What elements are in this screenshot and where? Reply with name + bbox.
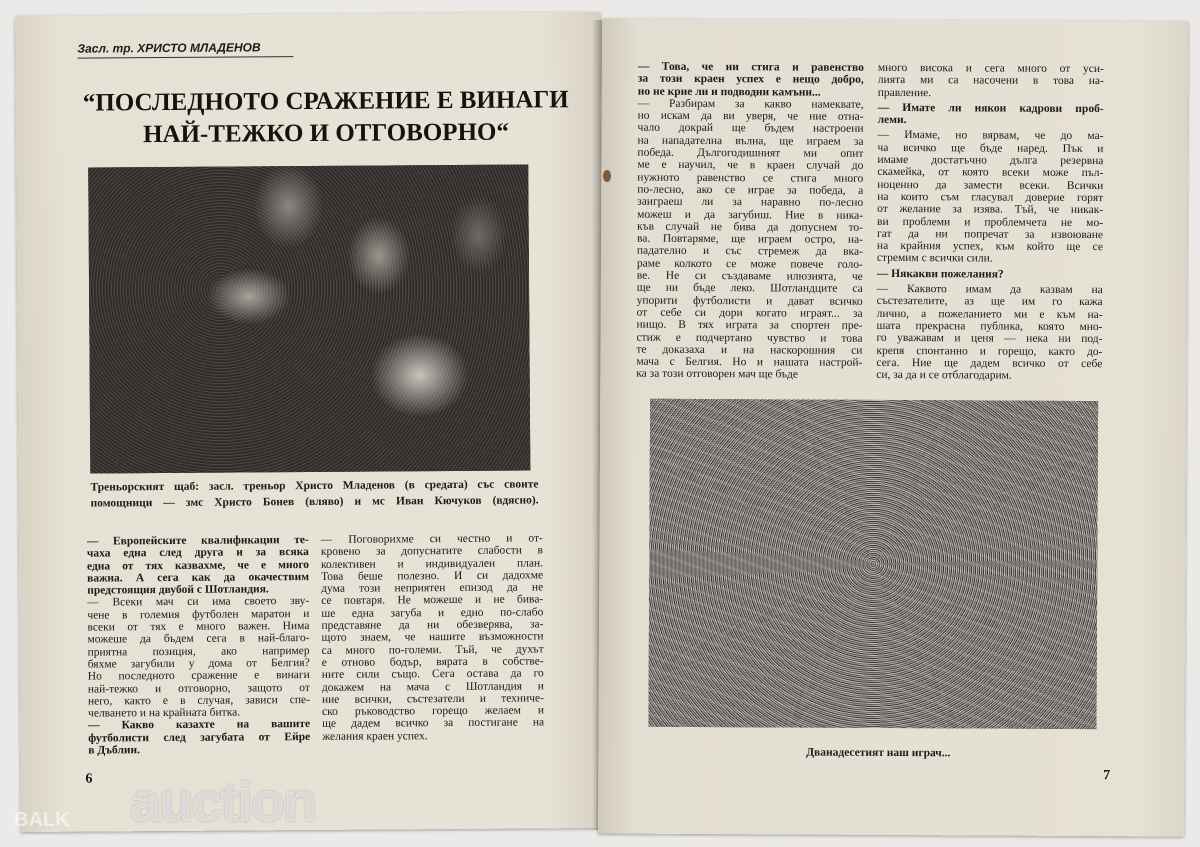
text-line: ва. Повтаряме, ще играем остро, на-	[636, 232, 864, 246]
page-number: 6	[85, 771, 93, 787]
text-line: ние всички, състезатели и техниче-	[321, 692, 544, 706]
text-line: ви проблеми и проблемчета не мо-	[877, 215, 1104, 229]
text-line: леми.	[877, 114, 907, 127]
interview-question	[87, 534, 309, 597]
text-line: лично, а пожеланието ми е към на-	[876, 307, 1103, 321]
text-line: ше една загуба и едно по-слабо	[321, 606, 544, 620]
page-number: 7	[1103, 768, 1111, 784]
text-line: предстоящия двубой с Шотландия.	[87, 583, 269, 597]
text-line: крепя спонтанно и горещо, както до-	[876, 344, 1103, 358]
text-line: стиж е подчертано чувство и това	[636, 331, 863, 345]
coaching-staff-photo	[88, 164, 530, 473]
text-line: — Какво казахте на вашите	[88, 718, 311, 733]
text-line: за този краен успех е нещо добро,	[637, 72, 864, 87]
text-line: по-лесно, ако се играе за победа, а	[637, 183, 864, 197]
author-byline: Засл. тр. ХРИСТО МЛАДЕНОВ	[77, 40, 293, 59]
text-line: се повтаря. Не можеше и не бива-	[321, 593, 544, 608]
text-line: представяне да ни обезверява, за-	[321, 618, 544, 633]
text-line: ча всичко ще бъде наред. Пък и	[877, 141, 1104, 155]
text-line: на нападателна вълна, ще играем за	[637, 134, 864, 148]
interview-answer	[877, 129, 1104, 265]
text-line: чало докрай ще бъдем настроени	[637, 122, 864, 136]
text-line: ноценно да замести всеки. Всички	[877, 178, 1104, 192]
text-line: — Разбирам за какво намеквате,	[637, 97, 864, 111]
interview-question	[638, 61, 864, 99]
text-line: ско ръководство горещо желаем и	[321, 704, 545, 719]
text-column	[636, 61, 864, 382]
text-line: ще дадем всичко за постигане на	[322, 716, 545, 731]
text-line: — Каквото имам да казвам на	[876, 282, 1103, 297]
text-line: важна. А сега как да окачествим	[87, 570, 310, 585]
text-line: него, както е в случая, зависи спе-	[87, 693, 310, 708]
text-line: футболисти след загубата от Ейре	[88, 730, 311, 745]
text-line: раме колкото се може повече голо-	[636, 257, 863, 271]
text-line: мача с Белгия. Но и нашата настрой-	[636, 355, 863, 369]
text-line: докажем на мача с Шотландия и	[321, 679, 544, 694]
text-line: победа. Дългогодишният ми опит	[637, 146, 864, 160]
left-page	[15, 12, 606, 832]
interview-question	[88, 718, 310, 756]
text-line: си, за да и се отблагодарим.	[876, 369, 1012, 382]
text-column	[876, 62, 1104, 383]
text-line: всеки от тях е много важен. Нима	[87, 620, 310, 634]
text-line: от желание за изява. Тъй, че никак-	[877, 203, 1104, 217]
text-line: на крайния успех, към който ще се	[876, 240, 1103, 254]
text-line: нищо. В тях играта за спортен пре-	[636, 318, 863, 333]
text-line: скамейка, от която всеки може пъл-	[877, 166, 1104, 180]
text-line: Но последното сражение е винаги	[87, 669, 310, 683]
text-line: желания краен успех.	[322, 729, 428, 743]
text-column	[321, 532, 544, 743]
text-line: чене в големия футболен маратон и	[87, 607, 310, 622]
text-line: много висока и сега много от уси-	[877, 61, 1104, 76]
text-line: къв случай не бива да допуснем то-	[637, 220, 864, 234]
text-line: — Имате ли някои кадрови проб-	[877, 101, 1104, 115]
text-line: ка за този отговорен мач ще бъде	[636, 368, 799, 381]
text-line: ме е научил, че в краен случай до	[637, 159, 864, 173]
text-line: упорити футболисти и дават всичко	[636, 294, 863, 308]
text-line: — Някакви пожелания?	[876, 267, 1004, 281]
text-line: най-тежко и отговорно, защото от	[87, 681, 310, 696]
text-line: Това беше полезно. И си дадохме	[321, 569, 544, 583]
text-line: можеше да бъдем сега в най-благо-	[87, 632, 310, 646]
text-line: състезателите, аз ще им го кажа	[876, 295, 1103, 309]
text-line: щото знаем, че нашите възможности	[321, 630, 544, 645]
photo-caption: Треньорският щаб: засл. треньор Христо Младенов (в средата) със своите помощници — змс Христо Бонев (вляво) и мс Иван Кючуков (вдясно).	[90, 478, 539, 510]
interview-answer	[321, 532, 544, 743]
photo-caption: Дванадесетият наш играч...	[806, 746, 951, 760]
text-line: го уважавам и ценя — нека ни под-	[876, 332, 1103, 346]
interview-question	[877, 268, 1103, 281]
article-title: “ПОСЛЕДНОТО СРАЖЕНИЕ Е ВИНАГИ НАЙ-ТЕЖКО И ОТГОВОРНО“	[82, 86, 569, 149]
text-line: стремим с всички сили.	[876, 252, 993, 265]
text-line: бяхме загубили у дома от Белгия?	[87, 656, 310, 671]
text-line: в Дъблин.	[88, 744, 141, 757]
stain-mark	[603, 170, 611, 182]
text-line: — Всеки мач си има своето зву-	[87, 595, 310, 610]
text-line: колективен и индивидуален план.	[320, 556, 544, 571]
text-line: — Имаме, но вярвам, че до ма-	[877, 129, 1104, 143]
text-line: са много по-големи. Тъй, че духът	[321, 643, 544, 657]
text-line: лията ми са насочени в това на-	[877, 74, 1104, 88]
text-line: на които съм гласувал доверие горят	[877, 190, 1104, 205]
text-line: те доказаха и на наскорошния си	[636, 343, 863, 357]
watermark-logo: auction	[130, 770, 316, 833]
text-line: — Европейските квалификации те-	[86, 534, 309, 548]
crowd-photo	[648, 399, 1098, 729]
text-line: но не крие ли и подводни камъни...	[637, 85, 821, 99]
text-line: падателно и със стремеж да вка-	[636, 245, 863, 259]
text-line: от себе си дори когато играят... за	[636, 306, 863, 320]
text-line: дума този неприятен епизод да не	[321, 581, 544, 596]
text-line: заиграеш ли за наравно по-лесно	[637, 195, 864, 210]
text-line: можеш и да загубиш. Ние в ника-	[637, 208, 864, 222]
text-line: но искам да ви уверя, че ние отна-	[637, 109, 864, 124]
interview-answer	[87, 595, 310, 720]
text-line: нужното равенство се стига много	[637, 171, 864, 185]
text-line: кровено за допуснатите слабости в	[320, 544, 543, 559]
text-line: приятна позиция, ако например	[87, 644, 310, 659]
text-line: чаха една след друга и за всяка	[86, 546, 309, 560]
text-column	[87, 534, 311, 757]
watermark-top: BALK	[14, 809, 70, 831]
text-line: имаме достатъчно дълга резервна	[877, 153, 1104, 168]
interview-answer	[636, 98, 863, 382]
text-line: гат да ни попречат за извоюване	[876, 227, 1104, 241]
text-line: челването и на крайната битка.	[87, 706, 241, 720]
text-line: ните сили също. Сега остава да го	[321, 667, 544, 682]
text-line: ве. Не си създаваме илюзията, че	[636, 269, 863, 283]
interview-question	[878, 102, 1104, 128]
text-line: е отново бодър, вярата в собстве-	[321, 655, 544, 669]
text-line: правление.	[877, 86, 932, 99]
text-line: сега. Ние ще дадем всичко от себе	[876, 356, 1103, 370]
text-line: — Това, че ни стига и равенство	[637, 60, 864, 74]
text-line: ще ни бъде леко. Шотландците са	[636, 282, 863, 296]
right-page	[598, 18, 1188, 836]
text-line: една от тях казвахме, че е много	[86, 558, 310, 573]
interview-answer	[876, 283, 1103, 383]
text-line: — Поговорихме си честно и от-	[320, 532, 543, 546]
text-line: шата прекрасна публика, която мно-	[876, 319, 1103, 334]
interview-answer	[878, 62, 1104, 100]
